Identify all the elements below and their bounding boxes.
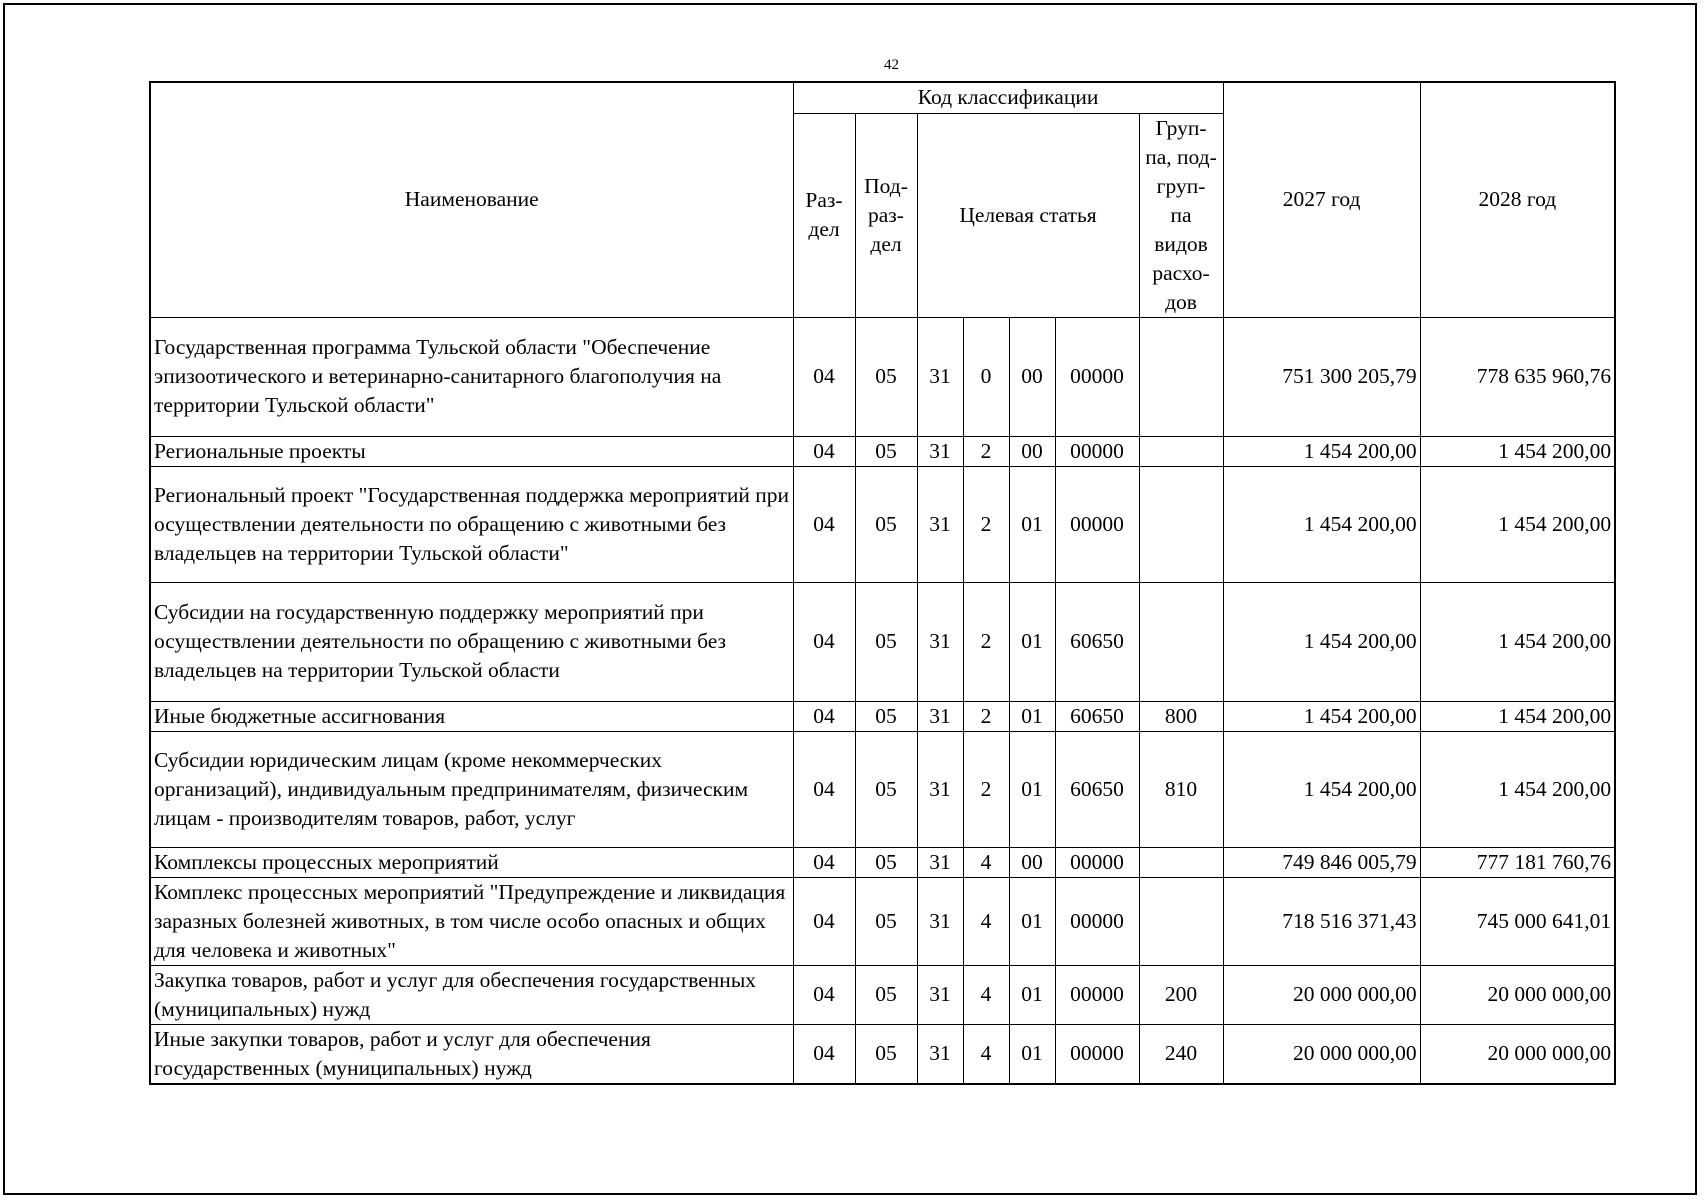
table-row: [150, 731, 1615, 847]
row-amount-2028: 1 454 200,00: [1420, 582, 1615, 701]
row-cs-direction: 60650: [1055, 731, 1139, 847]
row-name: Региональный проект "Государственная поддержка мероприятий при осуществлении деятельности по обращению с животными без владельцев на территории Тульской области": [150, 466, 793, 582]
table-row: [150, 847, 1615, 877]
row-razdel: 04: [793, 466, 855, 582]
row-amount-2028: 1 454 200,00: [1420, 436, 1615, 466]
row-cs-type: 4: [963, 1024, 1009, 1084]
row-cs-structure: 00: [1009, 317, 1055, 436]
row-amount-2028: 1 454 200,00: [1420, 466, 1615, 582]
row-expense-type: [1139, 877, 1223, 965]
row-name: Закупка товаров, работ и услуг для обеспечения государственных (муниципальных) нужд: [150, 965, 793, 1024]
row-name: Субсидии юридическим лицам (кроме некоммерческих организаций), индивидуальным предпринимателям, физическим лицам - производителям товаров, работ, услуг: [150, 731, 793, 847]
row-name: Региональные проекты: [150, 436, 793, 466]
row-name: Комплекс процессных мероприятий "Предупреждение и ликвидация заразных болезней животных, в том числе особо опасных и общих для человека и животных": [150, 877, 793, 965]
row-cs-direction: 00000: [1055, 436, 1139, 466]
table-row: [150, 582, 1615, 701]
row-amount-2028: 777 181 760,76: [1420, 847, 1615, 877]
row-podrazdel: 05: [855, 317, 917, 436]
row-cs-direction: 00000: [1055, 317, 1139, 436]
row-amount-2028: 745 000 641,01: [1420, 877, 1615, 965]
row-cs-program: 31: [917, 877, 963, 965]
row-cs-direction: 00000: [1055, 877, 1139, 965]
row-razdel: 04: [793, 877, 855, 965]
row-razdel: 04: [793, 436, 855, 466]
row-cs-program: 31: [917, 847, 963, 877]
row-razdel: 04: [793, 701, 855, 731]
row-podrazdel: 05: [855, 877, 917, 965]
row-cs-program: 31: [917, 466, 963, 582]
row-cs-structure: 01: [1009, 582, 1055, 701]
row-amount-2028: 1 454 200,00: [1420, 701, 1615, 731]
header-year-2027: 2027 год: [1223, 82, 1420, 317]
row-cs-program: 31: [917, 1024, 963, 1084]
row-expense-type: [1139, 436, 1223, 466]
row-cs-structure: 00: [1009, 436, 1055, 466]
row-podrazdel: 05: [855, 466, 917, 582]
budget-table: [149, 81, 1616, 1085]
row-cs-program: 31: [917, 701, 963, 731]
row-podrazdel: 05: [855, 731, 917, 847]
row-expense-type: 240: [1139, 1024, 1223, 1084]
row-cs-program: 31: [917, 317, 963, 436]
row-cs-program: 31: [917, 731, 963, 847]
header-podrazdel: Под- раз- дел: [855, 113, 917, 317]
row-cs-structure: 01: [1009, 466, 1055, 582]
row-cs-direction: 00000: [1055, 1024, 1139, 1084]
row-expense-type: [1139, 317, 1223, 436]
row-cs-type: 2: [963, 436, 1009, 466]
row-cs-direction: 00000: [1055, 965, 1139, 1024]
row-cs-type: 2: [963, 731, 1009, 847]
row-podrazdel: 05: [855, 1024, 917, 1084]
row-razdel: 04: [793, 731, 855, 847]
row-cs-type: 4: [963, 847, 1009, 877]
row-expense-type: 200: [1139, 965, 1223, 1024]
row-cs-direction: 60650: [1055, 701, 1139, 731]
row-cs-type: 4: [963, 877, 1009, 965]
row-amount-2028: 20 000 000,00: [1420, 965, 1615, 1024]
row-razdel: 04: [793, 1024, 855, 1084]
header-code: Код классификации: [793, 82, 1223, 113]
row-cs-structure: 01: [1009, 965, 1055, 1024]
row-expense-type: [1139, 582, 1223, 701]
row-cs-direction: 00000: [1055, 847, 1139, 877]
row-amount-2027: 1 454 200,00: [1223, 466, 1420, 582]
row-cs-structure: 01: [1009, 877, 1055, 965]
row-cs-structure: 01: [1009, 1024, 1055, 1084]
row-amount-2027: 718 516 371,43: [1223, 877, 1420, 965]
row-podrazdel: 05: [855, 965, 917, 1024]
row-name: Государственная программа Тульской области "Обеспечение эпизоотического и ветеринарно-санитарного благополучия на территории Тульской области": [150, 317, 793, 436]
header-year-2028: 2028 год: [1420, 82, 1615, 317]
row-amount-2028: 20 000 000,00: [1420, 1024, 1615, 1084]
table-row: [150, 965, 1615, 1024]
row-cs-program: 31: [917, 436, 963, 466]
header-name: Наименование: [150, 82, 793, 317]
row-amount-2027: 20 000 000,00: [1223, 965, 1420, 1024]
row-expense-type: 800: [1139, 701, 1223, 731]
header-gruppa: Груп- па, под- груп- па видов расхо- дов: [1139, 113, 1223, 317]
row-expense-type: [1139, 847, 1223, 877]
row-cs-type: 4: [963, 965, 1009, 1024]
row-cs-program: 31: [917, 582, 963, 701]
header-razdel: Раз- дел: [793, 113, 855, 317]
row-amount-2028: 778 635 960,76: [1420, 317, 1615, 436]
row-name: Субсидии на государственную поддержку мероприятий при осуществлении деятельности по обращению с животными без владельцев на территории Тульской области: [150, 582, 793, 701]
row-cs-direction: 00000: [1055, 466, 1139, 582]
row-podrazdel: 05: [855, 436, 917, 466]
row-amount-2027: 749 846 005,79: [1223, 847, 1420, 877]
row-name: Иные закупки товаров, работ и услуг для обеспечения государственных (муниципальных) нужд: [150, 1024, 793, 1084]
row-cs-direction: 60650: [1055, 582, 1139, 701]
table-row: [150, 466, 1615, 582]
row-name: Иные бюджетные ассигнования: [150, 701, 793, 731]
row-amount-2028: 1 454 200,00: [1420, 731, 1615, 847]
row-podrazdel: 05: [855, 582, 917, 701]
table-row: [150, 317, 1615, 436]
row-razdel: 04: [793, 847, 855, 877]
row-cs-structure: 01: [1009, 731, 1055, 847]
row-razdel: 04: [793, 582, 855, 701]
row-cs-type: 2: [963, 701, 1009, 731]
row-cs-type: 2: [963, 466, 1009, 582]
table-row: [150, 436, 1615, 466]
row-podrazdel: 05: [855, 701, 917, 731]
row-amount-2027: 751 300 205,79: [1223, 317, 1420, 436]
row-amount-2027: 1 454 200,00: [1223, 582, 1420, 701]
table-row: [150, 701, 1615, 731]
row-expense-type: 810: [1139, 731, 1223, 847]
page-number: 42: [884, 57, 899, 73]
row-podrazdel: 05: [855, 847, 917, 877]
header-celevaya: Целевая статья: [917, 113, 1139, 317]
table-row: [150, 1024, 1615, 1084]
row-cs-type: 0: [963, 317, 1009, 436]
row-name: Комплексы процессных мероприятий: [150, 847, 793, 877]
row-razdel: 04: [793, 965, 855, 1024]
row-amount-2027: 1 454 200,00: [1223, 701, 1420, 731]
row-amount-2027: 20 000 000,00: [1223, 1024, 1420, 1084]
row-cs-program: 31: [917, 965, 963, 1024]
row-amount-2027: 1 454 200,00: [1223, 731, 1420, 847]
row-amount-2027: 1 454 200,00: [1223, 436, 1420, 466]
table-row: [150, 877, 1615, 965]
row-cs-type: 2: [963, 582, 1009, 701]
row-razdel: 04: [793, 317, 855, 436]
row-cs-structure: 01: [1009, 701, 1055, 731]
row-expense-type: [1139, 466, 1223, 582]
row-cs-structure: 00: [1009, 847, 1055, 877]
